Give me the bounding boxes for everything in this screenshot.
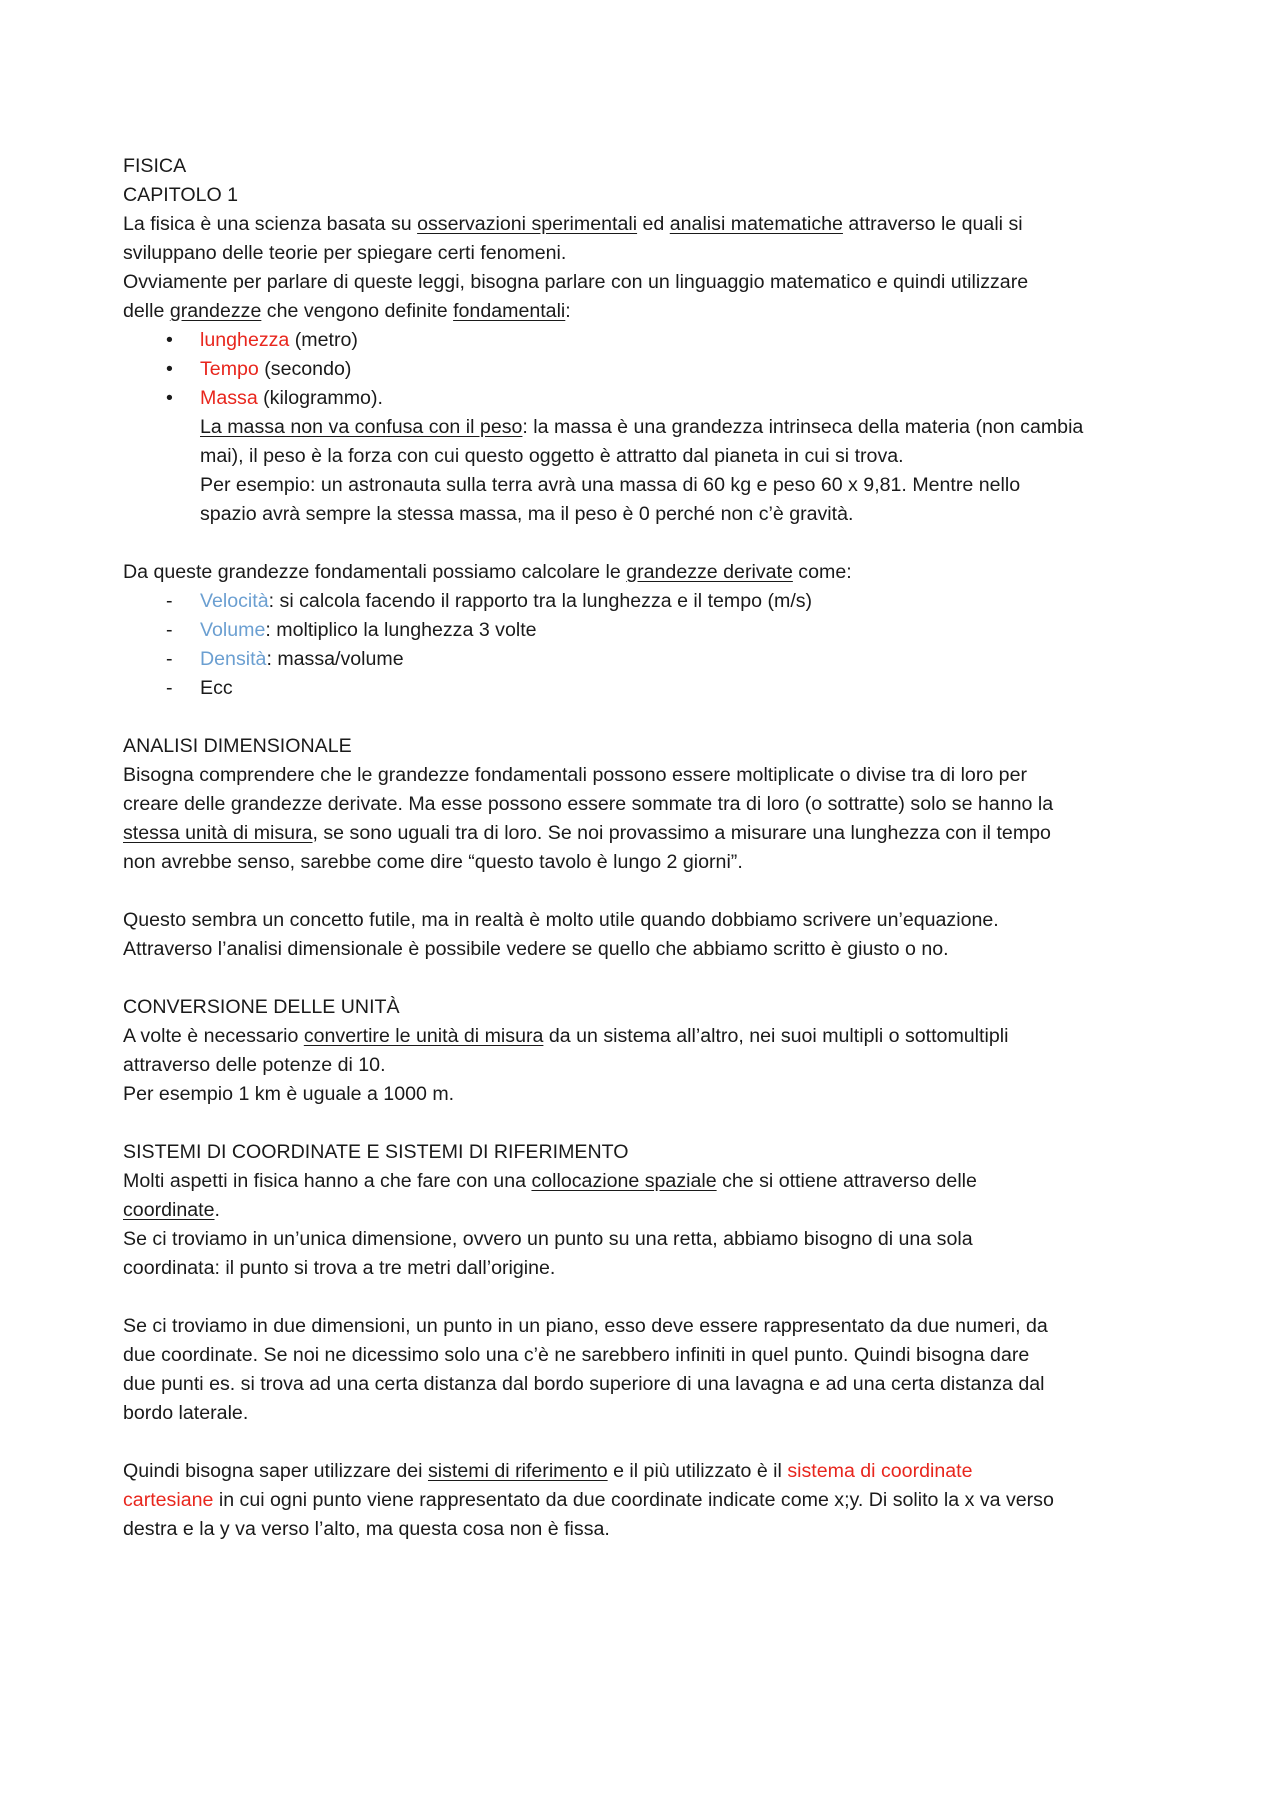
mass-note-line-2: mai), il peso è la forza con cui questo oggetto è attratto dal pianeta in cui si trova. [200,445,904,467]
highlighted-term: lunghezza [200,329,290,351]
intro-line-3: Ovviamente per parlare di queste leggi, bisogna parlare con un linguaggio matematico e quindi utilizzare [123,271,1029,293]
list-item: • Massa (kilogrammo). [123,384,1183,413]
dash-icon: - [166,619,173,641]
document-body [123,152,1183,1544]
dash-icon: - [166,677,173,699]
bullet-icon: • [166,329,173,351]
paragraph-line: Molti aspetti in fisica hanno a che fare con una collocazione spaziale che si ottiene attraverso delle [123,1170,977,1192]
document-title: FISICA [123,155,187,177]
intro-line-2: sviluppano delle teorie per spiegare certi fenomeni. [123,242,567,264]
list-item: - Velocità: si calcola facendo il rapporto tra la lunghezza e il tempo (m/s) [123,587,1183,616]
dash-icon: - [166,590,173,612]
highlighted-term: sistema di coordinate [787,1460,973,1482]
underlined-term: analisi matematiche [669,213,843,235]
underlined-term: collocazione spaziale [531,1170,717,1192]
underlined-term: sistemi di riferimento [427,1460,608,1482]
list-item: - Volume: moltiplico la lunghezza 3 volte [123,616,1183,645]
section-heading: ANALISI DIMENSIONALE [123,735,352,757]
highlighted-term: Densità [200,648,267,670]
list-item: - Densità: massa/volume [123,645,1183,674]
underlined-term: La massa non va confusa con il peso [200,416,523,438]
section-heading: SISTEMI DI COORDINATE E SISTEMI DI RIFERIMENTO [123,1141,629,1163]
mass-note-line-3: Per esempio: un astronauta sulla terra avrà una massa di 60 kg e peso 60 x 9,81. Mentre nello [200,474,1021,496]
underlined-term: grandezze [169,300,262,322]
chapter-heading: CAPITOLO 1 [123,184,239,206]
highlighted-term: Massa [200,387,258,409]
paragraph-line: due punti es. si trova ad una certa distanza dal bordo superiore di una lavagna e ad una certa distanza dal [123,1373,1045,1395]
mass-note-line-4: spazio avrà sempre la stessa massa, ma il peso è 0 perché non c’è gravità. [200,503,854,525]
paragraph-line: destra e la y va verso l’alto, ma questa cosa non è fissa. [123,1518,610,1540]
paragraph-line: non avrebbe senso, sarebbe come dire “questo tavolo è lungo 2 giorni”. [123,851,743,873]
paragraph-line: Bisogna comprendere che le grandezze fondamentali possono essere moltiplicate o divise tra di loro per [123,764,1028,786]
list-item: • lunghezza (metro) [123,326,1183,355]
underlined-term: stessa unità di misura [123,822,313,844]
intro-line-4: delle grandezze che vengono definite fondamentali: [123,300,571,322]
paragraph-line: Per esempio 1 km è uguale a 1000 m. [123,1083,455,1105]
mass-note-line-1: La massa non va confusa con il peso: la massa è una grandezza intrinseca della materia (non cambia [200,416,1084,438]
highlighted-term: Volume [200,619,266,641]
paragraph-line: due coordinate. Se noi ne dicessimo solo una c’è ne sarebbero infiniti in quel punto. Quindi bisogna dare [123,1344,1030,1366]
paragraph-line: bordo laterale. [123,1402,249,1424]
bullet-icon: • [166,358,173,380]
highlighted-term: Velocità [200,590,269,612]
paragraph-line: A volte è necessario convertire le unità di misura da un sistema all’altro, nei suoi multipli o sottomultipli [123,1025,1009,1047]
bullet-icon: • [166,387,173,409]
paragraph-line: stessa unità di misura, se sono uguali tra di loro. Se noi provassimo a misurare una lunghezza con il tempo [123,822,1051,844]
paragraph-line: creare delle grandezze derivate. Ma esse possono essere sommate tra di loro (o sottratte) solo se hanno la [123,793,1054,815]
underlined-term: convertire le unità di misura [303,1025,544,1047]
paragraph-line: coordinate. [123,1199,220,1221]
underlined-term: fondamentali [453,300,566,322]
paragraph-line: Se ci troviamo in due dimensioni, un punto in un piano, esso deve essere rappresentato da due numeri, da [123,1315,1048,1337]
highlighted-term: cartesiane [123,1489,214,1511]
intro-line-1: La fisica è una scienza basata su osservazioni sperimentali ed analisi matematiche attraverso le quali si [123,213,1023,235]
paragraph-line: Questo sembra un concetto futile, ma in realtà è molto utile quando dobbiamo scrivere un’equazione. [123,909,999,931]
list-item: • Tempo (secondo) [123,355,1183,384]
section-heading: CONVERSIONE DELLE UNITÀ [123,996,400,1018]
dash-icon: - [166,648,173,670]
list-item: - Ecc [123,674,1183,703]
paragraph-line: Attraverso l’analisi dimensionale è possibile vedere se quello che abbiamo scritto è giusto o no. [123,938,949,960]
paragraph-line: coordinata: il punto si trova a tre metri dall’origine. [123,1257,556,1279]
paragraph-line: Quindi bisogna saper utilizzare dei sistemi di riferimento e il più utilizzato è il sistema di coordinate [123,1460,973,1482]
paragraph-line: cartesiane in cui ogni punto viene rappresentato da due coordinate indicate come x;y. Di solito la x va verso [123,1489,1054,1511]
paragraph-line: attraverso delle potenze di 10. [123,1054,386,1076]
highlighted-term: Tempo [200,358,259,380]
underlined-term: grandezze derivate [626,561,793,583]
derived-intro: Da queste grandezze fondamentali possiamo calcolare le grandezze derivate come: [123,561,852,583]
underlined-term: coordinate [123,1199,215,1221]
paragraph-line: Se ci troviamo in un’unica dimensione, ovvero un punto su una retta, abbiamo bisogno di una sola [123,1228,973,1250]
underlined-term: osservazioni sperimentali [417,213,638,235]
